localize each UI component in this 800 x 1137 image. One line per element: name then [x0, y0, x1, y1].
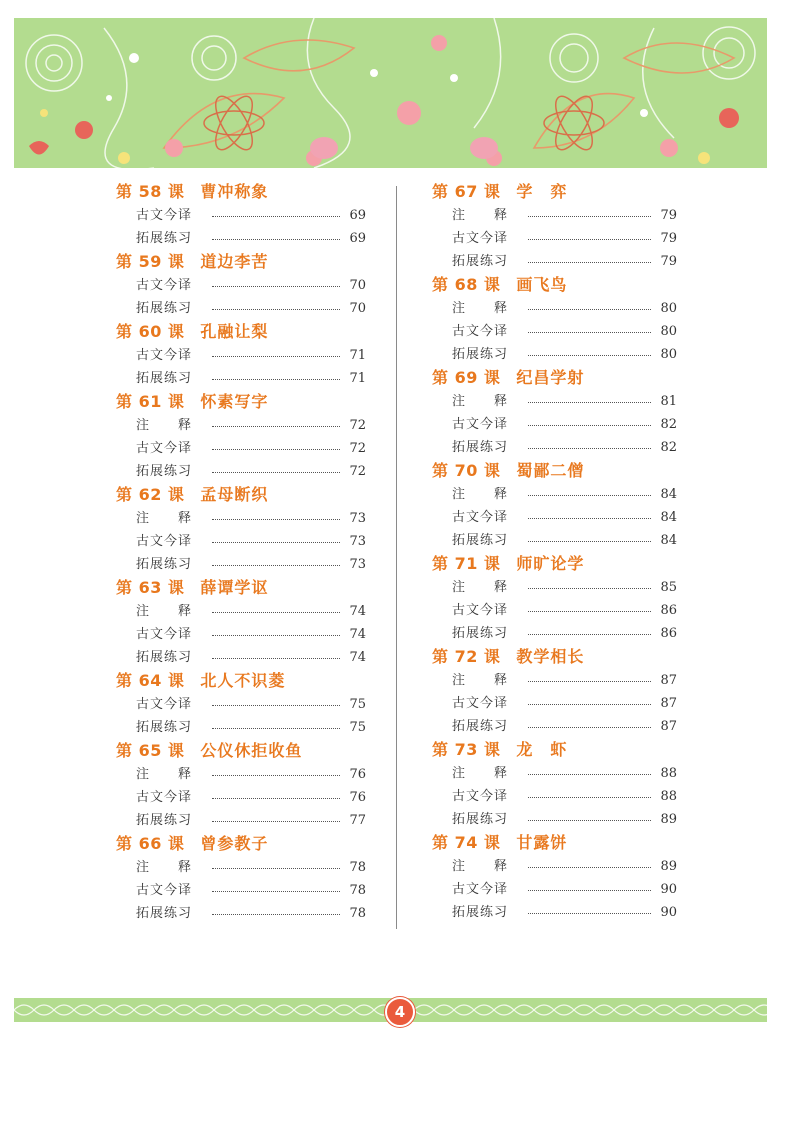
dot-leader — [528, 576, 651, 589]
toc-entry[interactable] — [452, 390, 677, 413]
entry-page-number: 73 — [349, 557, 366, 572]
entry-page-number: 86 — [660, 626, 677, 641]
lesson-block — [116, 483, 366, 576]
toc-entry[interactable] — [136, 367, 366, 390]
lesson-block — [432, 738, 677, 831]
lesson-heading[interactable] — [432, 738, 677, 762]
lesson-heading[interactable] — [432, 552, 677, 576]
entry-name: 古文今译 — [136, 208, 193, 223]
dot-leader — [212, 600, 340, 613]
dot-leader — [528, 204, 651, 217]
toc-entry[interactable] — [136, 274, 366, 297]
lesson-block — [432, 459, 677, 552]
dot-leader — [212, 553, 340, 566]
entry-name: 拓展练习 — [452, 812, 509, 827]
dot-leader — [528, 227, 651, 240]
dot-leader — [212, 786, 340, 799]
lesson-block — [116, 669, 366, 739]
dot-leader — [528, 715, 651, 728]
toc-entry[interactable] — [136, 530, 366, 553]
lesson-heading[interactable] — [432, 366, 677, 390]
toc-entry[interactable] — [452, 808, 677, 831]
entry-name: 注 释 — [136, 767, 193, 782]
toc-entry[interactable] — [136, 460, 366, 483]
entry-page-number: 90 — [660, 905, 677, 920]
toc-entry[interactable] — [452, 622, 677, 645]
dot-leader — [528, 413, 651, 426]
lesson-block — [116, 832, 366, 925]
dot-leader — [212, 437, 340, 450]
lesson-block — [116, 180, 366, 250]
dot-leader — [528, 622, 651, 635]
lesson-title: 孔融让梨 — [200, 322, 269, 341]
lesson-block — [116, 250, 366, 320]
entry-name: 注 释 — [136, 418, 193, 433]
entry-page-number: 79 — [660, 208, 677, 223]
lesson-heading[interactable] — [116, 832, 366, 856]
lesson-number: 第 58 课 — [116, 182, 185, 201]
entry-name: 注 释 — [452, 394, 509, 409]
dot-leader — [212, 414, 340, 427]
lesson-heading[interactable] — [432, 459, 677, 483]
column-divider — [396, 186, 397, 929]
lesson-block — [116, 576, 366, 669]
entry-name: 古文今译 — [136, 627, 193, 642]
toc-entry[interactable] — [136, 879, 366, 902]
entry-name: 古文今译 — [136, 790, 193, 805]
dot-leader — [212, 716, 340, 729]
entry-name: 拓展练习 — [452, 254, 509, 269]
entry-page-number: 78 — [349, 883, 366, 898]
dot-leader — [212, 902, 340, 915]
lesson-number: 第 60 课 — [116, 322, 185, 341]
lesson-heading[interactable] — [116, 576, 366, 600]
entry-page-number: 79 — [660, 254, 677, 269]
toc-entry[interactable] — [452, 320, 677, 343]
lesson-title: 师旷论学 — [516, 554, 585, 573]
lesson-heading[interactable] — [116, 739, 366, 763]
dot-leader — [212, 274, 340, 287]
lesson-heading[interactable] — [432, 180, 677, 204]
toc-entry[interactable] — [452, 785, 677, 808]
lesson-heading[interactable] — [116, 390, 366, 414]
entry-name: 拓展练习 — [136, 231, 193, 246]
toc-entry[interactable] — [136, 344, 366, 367]
entry-page-number: 72 — [349, 418, 366, 433]
entry-name: 注 释 — [136, 604, 193, 619]
entry-name: 注 释 — [452, 208, 509, 223]
toc-left-column — [116, 180, 366, 925]
entry-name: 拓展练习 — [136, 650, 193, 665]
entry-name: 拓展练习 — [136, 720, 193, 735]
lesson-number: 第 59 课 — [116, 252, 185, 271]
entry-name: 拓展练习 — [452, 440, 509, 455]
toc-entry[interactable] — [136, 553, 366, 576]
lesson-heading[interactable] — [116, 180, 366, 204]
entry-page-number: 76 — [349, 790, 366, 805]
lesson-title: 蜀鄙二僧 — [516, 461, 585, 480]
entry-page-number: 80 — [660, 301, 677, 316]
entry-name: 拓展练习 — [136, 813, 193, 828]
dot-leader — [212, 763, 340, 776]
toc-entry[interactable] — [452, 413, 677, 436]
dot-leader — [528, 483, 651, 496]
dot-leader — [528, 808, 651, 821]
entry-name: 古文今译 — [136, 697, 193, 712]
entry-name: 注 释 — [452, 766, 509, 781]
toc-entry[interactable] — [452, 250, 677, 273]
entry-name: 注 释 — [136, 511, 193, 526]
lesson-number: 第 67 课 — [432, 182, 501, 201]
lesson-heading[interactable] — [116, 320, 366, 344]
entry-page-number: 69 — [349, 231, 366, 246]
entry-name: 拓展练习 — [452, 347, 509, 362]
entry-page-number: 77 — [349, 813, 366, 828]
entry-page-number: 70 — [349, 278, 366, 293]
entry-page-number: 89 — [660, 859, 677, 874]
lesson-heading[interactable] — [432, 831, 677, 855]
entry-page-number: 82 — [660, 417, 677, 432]
lesson-number: 第 70 课 — [432, 461, 501, 480]
toc-entry[interactable] — [136, 809, 366, 832]
toc-entry[interactable] — [452, 204, 677, 227]
entry-page-number: 81 — [660, 394, 677, 409]
entry-page-number: 80 — [660, 347, 677, 362]
header-floral-banner — [14, 18, 767, 168]
entry-page-number: 74 — [349, 627, 366, 642]
lesson-block — [116, 390, 366, 483]
entry-name: 古文今译 — [136, 534, 193, 549]
entry-page-number: 73 — [349, 534, 366, 549]
dot-leader — [528, 390, 651, 403]
toc-entry[interactable] — [136, 693, 366, 716]
lesson-title: 曹冲称象 — [200, 182, 269, 201]
entry-name: 古文今译 — [136, 278, 193, 293]
toc-entry[interactable] — [136, 204, 366, 227]
entry-name: 拓展练习 — [452, 626, 509, 641]
lesson-title: 纪昌学射 — [516, 368, 585, 387]
entry-page-number: 84 — [660, 510, 677, 525]
toc-entry[interactable] — [136, 437, 366, 460]
entry-name: 注 释 — [452, 673, 509, 688]
lesson-heading[interactable] — [116, 250, 366, 274]
dot-leader — [212, 460, 340, 473]
dot-leader — [528, 692, 651, 705]
entry-page-number: 71 — [349, 348, 366, 363]
dot-leader — [528, 762, 651, 775]
entry-name: 古文今译 — [136, 441, 193, 456]
lesson-title: 道边李苦 — [200, 252, 269, 271]
entry-name: 拓展练习 — [452, 533, 509, 548]
dot-leader — [212, 693, 340, 706]
entry-page-number: 71 — [349, 371, 366, 386]
lesson-block — [432, 180, 677, 273]
dot-leader — [528, 297, 651, 310]
dot-leader — [212, 879, 340, 892]
toc-entry[interactable] — [136, 763, 366, 786]
lesson-number: 第 73 课 — [432, 740, 501, 759]
lesson-heading[interactable] — [432, 645, 677, 669]
toc-entry[interactable] — [136, 646, 366, 669]
dot-leader — [212, 227, 340, 240]
entry-page-number: 75 — [349, 720, 366, 735]
toc-entry[interactable] — [452, 227, 677, 250]
lesson-title: 曾参教子 — [200, 834, 269, 853]
entry-page-number: 82 — [660, 440, 677, 455]
entry-name: 古文今译 — [452, 417, 509, 432]
toc-entry[interactable] — [452, 436, 677, 459]
lesson-number: 第 72 课 — [432, 647, 501, 666]
entry-name: 拓展练习 — [452, 719, 509, 734]
entry-page-number: 85 — [660, 580, 677, 595]
entry-page-number: 84 — [660, 533, 677, 548]
entry-name: 注 释 — [452, 301, 509, 316]
toc-entry[interactable] — [136, 600, 366, 623]
dot-leader — [528, 506, 651, 519]
entry-page-number: 76 — [349, 767, 366, 782]
toc-entry[interactable] — [452, 762, 677, 785]
entry-page-number: 74 — [349, 604, 366, 619]
entry-page-number: 74 — [349, 650, 366, 665]
dot-leader — [528, 436, 651, 449]
lesson-title: 画飞鸟 — [516, 275, 568, 294]
entry-page-number: 87 — [660, 673, 677, 688]
entry-page-number: 87 — [660, 719, 677, 734]
page-number-badge: 4 — [385, 997, 415, 1027]
entry-name: 注 释 — [136, 860, 193, 875]
entry-name: 拓展练习 — [452, 905, 509, 920]
toc-entry[interactable] — [136, 902, 366, 925]
entry-name: 古文今译 — [452, 324, 509, 339]
entry-name: 古文今译 — [136, 883, 193, 898]
toc-entry[interactable] — [452, 599, 677, 622]
lesson-number: 第 61 课 — [116, 392, 185, 411]
lesson-title: 薛谭学讴 — [200, 578, 269, 597]
dot-leader — [212, 809, 340, 822]
toc-entry[interactable] — [452, 506, 677, 529]
lesson-title: 公仪休拒收鱼 — [200, 741, 303, 760]
entry-page-number: 70 — [349, 301, 366, 316]
entry-name: 拓展练习 — [136, 906, 193, 921]
dot-leader — [528, 669, 651, 682]
toc-entry[interactable] — [452, 855, 677, 878]
entry-page-number: 89 — [660, 812, 677, 827]
entry-name: 古文今译 — [452, 231, 509, 246]
toc-entry[interactable] — [452, 297, 677, 320]
toc-entry[interactable] — [136, 297, 366, 320]
entry-name: 拓展练习 — [136, 557, 193, 572]
lesson-title: 教学相长 — [516, 647, 585, 666]
lesson-number: 第 66 课 — [116, 834, 185, 853]
dot-leader — [212, 297, 340, 310]
entry-page-number: 79 — [660, 231, 677, 246]
entry-name: 古文今译 — [452, 510, 509, 525]
lesson-block — [432, 831, 677, 924]
toc-entry[interactable] — [452, 669, 677, 692]
entry-name: 注 释 — [452, 487, 509, 502]
lesson-block — [432, 273, 677, 366]
entry-page-number: 73 — [349, 511, 366, 526]
entry-page-number: 80 — [660, 324, 677, 339]
toc-entry[interactable] — [136, 856, 366, 879]
entry-name: 古文今译 — [452, 603, 509, 618]
toc-entry[interactable] — [136, 716, 366, 739]
entry-page-number: 72 — [349, 464, 366, 479]
lesson-number: 第 62 课 — [116, 485, 185, 504]
lesson-title: 北人不识菱 — [200, 671, 286, 690]
entry-name: 注 释 — [452, 859, 509, 874]
entry-page-number: 72 — [349, 441, 366, 456]
entry-page-number: 84 — [660, 487, 677, 502]
dot-leader — [212, 623, 340, 636]
lesson-number: 第 74 课 — [432, 833, 501, 852]
lesson-number: 第 64 课 — [116, 671, 185, 690]
dot-leader — [528, 855, 651, 868]
lesson-title: 龙 虾 — [516, 740, 568, 759]
entry-page-number: 69 — [349, 208, 366, 223]
dot-leader — [528, 785, 651, 798]
dot-leader — [212, 646, 340, 659]
dot-leader — [212, 507, 340, 520]
toc-entry[interactable] — [452, 715, 677, 738]
lesson-title: 学 弈 — [516, 182, 568, 201]
toc-entry[interactable] — [452, 901, 677, 924]
dot-leader — [528, 878, 651, 891]
lesson-heading[interactable] — [116, 483, 366, 507]
entry-name: 古文今译 — [452, 696, 509, 711]
toc-entry[interactable] — [136, 623, 366, 646]
dot-leader — [212, 856, 340, 869]
lesson-block — [116, 739, 366, 832]
lesson-block — [432, 645, 677, 738]
dot-leader — [212, 344, 340, 357]
dot-leader — [528, 250, 651, 263]
entry-page-number: 86 — [660, 603, 677, 618]
dot-leader — [528, 529, 651, 542]
lesson-title: 怀素写字 — [200, 392, 269, 411]
lesson-number: 第 63 课 — [116, 578, 185, 597]
toc-entry[interactable] — [136, 414, 366, 437]
lesson-number: 第 68 课 — [432, 275, 501, 294]
dot-leader — [212, 367, 340, 380]
entry-name: 古文今译 — [452, 882, 509, 897]
lesson-heading[interactable] — [116, 669, 366, 693]
toc-entry[interactable] — [136, 786, 366, 809]
lesson-title: 甘露饼 — [516, 833, 568, 852]
entry-name: 拓展练习 — [136, 371, 193, 386]
entry-page-number: 87 — [660, 696, 677, 711]
lesson-block — [432, 366, 677, 459]
lesson-heading[interactable] — [432, 273, 677, 297]
toc-entry[interactable] — [452, 692, 677, 715]
entry-page-number: 88 — [660, 766, 677, 781]
lesson-block — [116, 320, 366, 390]
entry-name: 古文今译 — [136, 348, 193, 363]
lesson-title: 孟母断织 — [200, 485, 269, 504]
entry-name: 注 释 — [452, 580, 509, 595]
lesson-number: 第 65 课 — [116, 741, 185, 760]
dot-leader — [528, 901, 651, 914]
toc-entry[interactable] — [452, 483, 677, 506]
toc-entry[interactable] — [136, 507, 366, 530]
lesson-number: 第 69 课 — [432, 368, 501, 387]
entry-page-number: 78 — [349, 906, 366, 921]
entry-name: 古文今译 — [452, 789, 509, 804]
entry-page-number: 90 — [660, 882, 677, 897]
entry-name: 拓展练习 — [136, 464, 193, 479]
dot-leader — [528, 599, 651, 612]
dot-leader — [528, 320, 651, 333]
toc-entry[interactable] — [452, 343, 677, 366]
dot-leader — [528, 343, 651, 356]
toc-entry[interactable] — [136, 227, 366, 250]
toc-entry[interactable] — [452, 878, 677, 901]
dot-leader — [212, 204, 340, 217]
lesson-block — [432, 552, 677, 645]
entry-page-number: 88 — [660, 789, 677, 804]
toc-entry[interactable] — [452, 529, 677, 552]
lesson-number: 第 71 课 — [432, 554, 501, 573]
entry-name: 拓展练习 — [136, 301, 193, 316]
entry-page-number: 75 — [349, 697, 366, 712]
entry-page-number: 78 — [349, 860, 366, 875]
dot-leader — [212, 530, 340, 543]
toc-right-column — [432, 180, 677, 924]
toc-entry[interactable] — [452, 576, 677, 599]
